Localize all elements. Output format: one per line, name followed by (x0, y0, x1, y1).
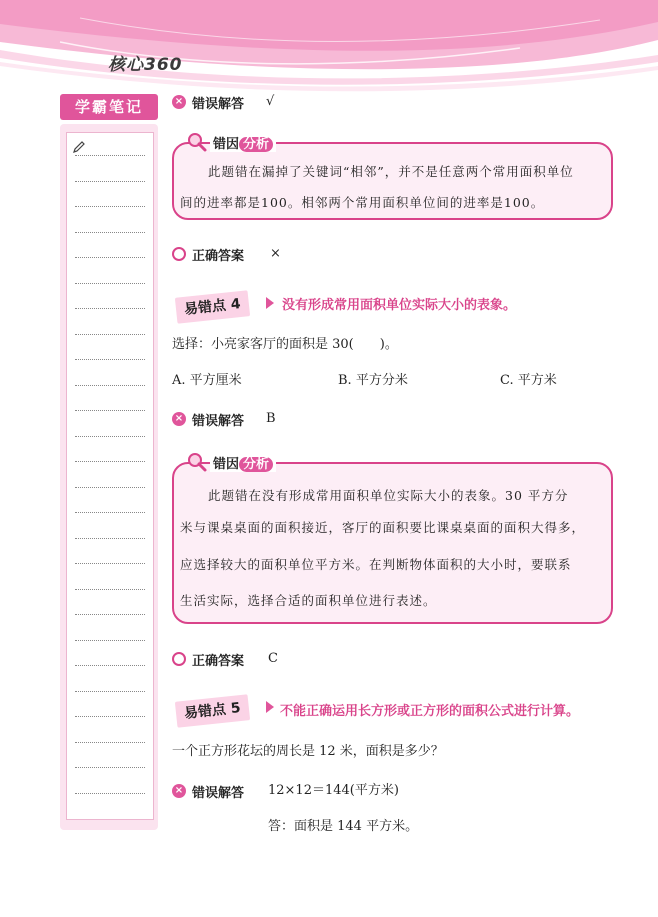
error-point-badge: 易错点 4 (175, 290, 250, 323)
note-line (75, 283, 145, 284)
check-icon (172, 652, 186, 666)
analysis-line: 应选择较大的面积单位平方米。在判断物体面积的大小时，要联系 (180, 557, 572, 572)
question-text: 一个正方形花坛的周长是 12 米，面积是多少？ (172, 744, 444, 759)
note-line (75, 640, 145, 641)
wrong-answer-label: 错误解答 (192, 786, 245, 801)
note-line (75, 665, 145, 666)
sidebar-title: 学霸笔记 (60, 94, 158, 120)
error-point-title: 没有形成常用面积单位实际大小的表象。 (282, 298, 517, 313)
analysis-tag: 分析 (239, 137, 273, 152)
header-banner (0, 0, 658, 95)
note-line (75, 589, 145, 590)
option-c: C. 平方米 (500, 373, 557, 388)
analysis-line: 生活实际，选择合适的面积单位进行表述。 (180, 593, 437, 608)
notes-lines (66, 132, 154, 820)
magnifier-icon (186, 451, 208, 473)
note-line (75, 614, 145, 615)
magnifier-icon (186, 131, 208, 153)
option-b: B. 平方分米 (338, 373, 408, 388)
wrong-icon: × (172, 95, 186, 109)
analysis-heading (210, 133, 276, 152)
correct-answer-label: 正确答案 (192, 249, 245, 264)
wrong-icon: × (172, 412, 186, 426)
analysis-tag: 分析 (239, 457, 273, 472)
note-line (75, 334, 145, 335)
note-line (75, 793, 145, 794)
brand-logo: 核心360 (108, 55, 183, 75)
note-line (75, 563, 145, 564)
arrow-icon (266, 701, 274, 713)
correct-answer-value: C (268, 651, 278, 666)
analysis-line: 米与课桌桌面的面积接近，客厅的面积要比课桌桌面的面积大得多， (180, 520, 586, 535)
analysis-line: 此题错在没有形成常用面积单位实际大小的表象。30 平方分 (208, 488, 569, 503)
note-line (75, 716, 145, 717)
correct-answer-label: 正确答案 (192, 654, 245, 669)
analysis-heading (210, 453, 276, 472)
arrow-icon (266, 297, 274, 309)
pencil-icon (72, 140, 86, 154)
note-line (75, 410, 145, 411)
note-line (75, 206, 145, 207)
answer-text: 答：面积是 144 平方米。 (268, 819, 419, 834)
note-line (75, 232, 145, 233)
analysis-label: 错因 (213, 457, 240, 472)
wrong-answer-label: 错误解答 (192, 97, 245, 112)
wrong-answer-label: 错误解答 (192, 414, 245, 429)
note-line (75, 181, 145, 182)
note-line (75, 512, 145, 513)
note-line (75, 385, 145, 386)
note-line (75, 691, 145, 692)
check-icon (172, 247, 186, 261)
error-point-badge: 易错点 5 (175, 694, 250, 727)
wrong-answer-value: B (266, 411, 276, 426)
note-line (75, 767, 145, 768)
question-text: 选择：小亮家客厅的面积是 30( )。 (172, 337, 398, 352)
note-line (75, 257, 145, 258)
wrong-answer-value: 12×12＝144(平方米) (268, 783, 399, 798)
wrong-icon: × (172, 784, 186, 798)
note-line (75, 487, 145, 488)
analysis-label: 错因 (213, 137, 240, 152)
note-line (75, 742, 145, 743)
note-line (75, 308, 145, 309)
note-line (75, 538, 145, 539)
note-line (75, 461, 145, 462)
note-line (75, 155, 145, 156)
analysis-line: 此题错在漏掉了关键词“相邻”，并不是任意两个常用面积单位 (208, 164, 574, 179)
correct-answer-value: × (270, 246, 281, 261)
option-a: A. 平方厘米 (172, 373, 242, 388)
analysis-line: 间的进率都是100。相邻两个常用面积单位间的进率是100。 (180, 195, 545, 210)
note-line (75, 359, 145, 360)
note-line (75, 436, 145, 437)
wrong-answer-value: √ (266, 94, 275, 109)
error-point-title: 不能正确运用长方形或正方形的面积公式进行计算。 (280, 704, 580, 719)
